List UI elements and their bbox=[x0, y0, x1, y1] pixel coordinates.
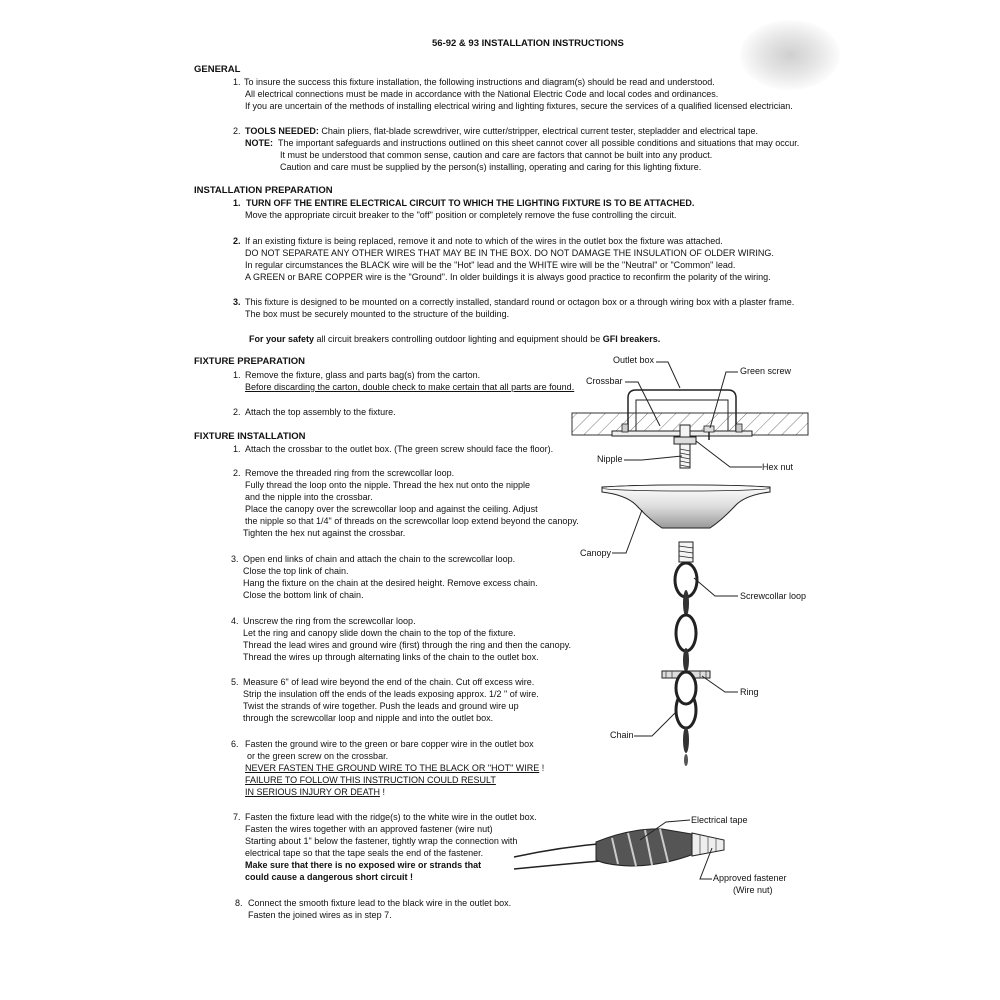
install-item5-line: Twist the strands of wire together. Push the leads and ground wire up bbox=[243, 701, 519, 711]
install-item2-line: the nipple so that 1/4" of threads on the screwcollar loop extend beyond the canopy. bbox=[245, 516, 579, 526]
install-item4-line: Let the ring and canopy slide down the chain to the top of the fixture. bbox=[243, 628, 516, 638]
prep-item1-bold: TURN OFF THE ENTIRE ELECTRICAL CIRCUIT TO WHICH THE LIGHTING FIXTURE IS TO BE ATTACHED. bbox=[246, 198, 695, 208]
prep-item2-line: DO NOT SEPARATE ANY OTHER WIRES THAT MAY BE IN THE BOX. DO NOT DAMAGE THE INSULATION OF OLDER WIRING. bbox=[245, 248, 774, 258]
install-item8-line: Fasten the joined wires as in step 7. bbox=[248, 910, 392, 920]
general-item1-line: If you are uncertain of the methods of installing electrical wiring and lighting fixtures, secure the services of a qualified licensed electrician. bbox=[245, 101, 793, 111]
general-item1-line: To insure the success this fixture installation, the following instructions and diagram(s) should be read and understood. bbox=[244, 77, 715, 87]
screwcollar-loop-shape bbox=[675, 542, 697, 597]
install-item6-num: 6. bbox=[231, 739, 239, 749]
canopy-shape bbox=[602, 485, 770, 528]
label-crossbar: Crossbar bbox=[586, 376, 623, 386]
install-item3-line: Close the bottom link of chain. bbox=[243, 590, 364, 600]
install-item4-line: Thread the wires up through alternating links of the chain to the outlet box. bbox=[243, 652, 539, 662]
install-heading: FIXTURE INSTALLATION bbox=[194, 431, 306, 442]
install-item7-line: Starting about 1" below the fastener, tightly wrap the connection with bbox=[245, 836, 518, 846]
install-item7-bold: could cause a dangerous short circuit ! bbox=[245, 872, 414, 882]
note-line: It must be understood that common sense, caution and care are factors that cannot be built into any product. bbox=[280, 150, 713, 160]
install-item3-line: Hang the fixture on the chain at the desired height. Remove excess chain. bbox=[243, 578, 538, 588]
label-screwcollar-loop: Screwcollar loop bbox=[740, 591, 807, 601]
prep-item3-line: This fixture is designed to be mounted on a correctly installed, standard round or octagon box or a through wiring box with a plaster frame. bbox=[245, 297, 795, 307]
prep-item1-line: Move the appropriate circuit breaker to the "off" position or completely remove the fuse controlling the circuit. bbox=[245, 210, 677, 220]
nipple-shape bbox=[680, 425, 690, 468]
install-item8-line: Connect the smooth fixture lead to the black wire in the outlet box. bbox=[248, 898, 512, 908]
note-line: The important safeguards and instructions outlined on this sheet cannot cover all possible conditions and situations that may occur. bbox=[278, 138, 800, 148]
install-item4-num: 4. bbox=[231, 616, 239, 626]
note-line: Caution and care must be supplied by the person(s) installing, operating and caring for this lighting fixture. bbox=[280, 162, 702, 172]
fixprep-item1-line: Remove the fixture, glass and parts bag(s) from the carton. bbox=[245, 370, 481, 380]
label-ring: Ring bbox=[740, 687, 759, 697]
install-item4-line: Thread the lead wires and ground wire (first) through the ring and then the canopy. bbox=[243, 640, 572, 650]
install-item7-line: Fasten the wires together with an approved fastener (wire nut) bbox=[245, 824, 493, 834]
label-hex-nut: Hex nut bbox=[762, 462, 794, 472]
install-item1-num: 1. bbox=[233, 444, 241, 454]
note-label: NOTE: bbox=[245, 138, 273, 148]
warning-bang: ! bbox=[380, 787, 386, 797]
general-item1-num: 1. bbox=[233, 77, 241, 87]
warning-text: IN SERIOUS INJURY OR DEATH bbox=[245, 787, 381, 797]
install-item3-line: Close the top link of chain. bbox=[243, 566, 349, 576]
label-nipple: Nipple bbox=[597, 454, 623, 464]
install-item1-line: Attach the crossbar to the outlet box. (The green screw should face the floor). bbox=[245, 444, 554, 454]
label-outlet-box: Outlet box bbox=[613, 355, 655, 365]
install-item6-line: Fasten the ground wire to the green or bare copper wire in the outlet box bbox=[245, 739, 534, 749]
prep-item2-num: 2. bbox=[233, 236, 241, 246]
page-title: 56-92 & 93 INSTALLATION INSTRUCTIONS bbox=[432, 38, 624, 49]
install-item2-line: Remove the threaded ring from the screwcollar loop. bbox=[245, 468, 455, 478]
general-item2-num: 2. bbox=[233, 126, 241, 136]
install-item6-line: or the green screw on the crossbar. bbox=[247, 751, 389, 761]
label-green-screw: Green screw bbox=[740, 366, 792, 376]
tools-label: TOOLS NEEDED: bbox=[245, 126, 319, 136]
warning-text: NEVER FASTEN THE GROUND WIRE TO THE BLACK OR "HOT" WIRE bbox=[245, 763, 540, 773]
fixprep-item2-num: 2. bbox=[233, 407, 241, 417]
install-item2-num: 2. bbox=[233, 468, 241, 478]
fixprep-heading: FIXTURE PREPARATION bbox=[194, 356, 306, 367]
install-item8-num: 8. bbox=[235, 898, 243, 908]
general-heading: GENERAL bbox=[194, 64, 241, 75]
install-item2-line: Place the canopy over the screwcollar loop and against the ceiling. Adjust bbox=[245, 504, 538, 514]
prep-item1-num: 1. bbox=[233, 198, 241, 208]
label-chain: Chain bbox=[610, 730, 634, 740]
install-item7-line: Fasten the fixture lead with the ridge(s) to the white wire in the outlet box. bbox=[245, 812, 537, 822]
install-item7-line: electrical tape so that the tape seals the end of the fastener. bbox=[245, 848, 484, 858]
fixprep-item1-num: 1. bbox=[233, 370, 241, 380]
prep-item2-line: In regular circumstances the BLACK wire will be the "Hot" lead and the WHITE wire will be the "Neutral" or "Common" lead. bbox=[245, 260, 736, 270]
prep-item2-line: If an existing fixture is being replaced, remove it and note to which of the wires in the outlet box the fixture was attached. bbox=[245, 236, 723, 246]
hex-nut-shape bbox=[674, 437, 696, 444]
label-canopy: Canopy bbox=[580, 548, 612, 558]
general-item1-line: All electrical connections must be made in accordance with the National Electric Code and local codes and ordinances. bbox=[245, 89, 719, 99]
install-item2-line: Fully thread the loop onto the nipple. Thread the hex nut onto the nipple bbox=[245, 480, 531, 490]
warning-bang: ! bbox=[539, 763, 545, 773]
install-item5-line: Measure 6" of lead wire beyond the end of the chain. Cut off excess wire. bbox=[243, 677, 535, 687]
prep-item3-num: 3. bbox=[233, 297, 241, 307]
tools-text: Chain pliers, flat-blade screwdriver, wire cutter/stripper, electrical current tester, stepladder and electrical tape. bbox=[318, 126, 759, 136]
safety-text: all circuit breakers controlling outdoor lighting and equipment should be bbox=[314, 334, 603, 344]
gfi-bold: GFI breakers. bbox=[602, 334, 661, 344]
install-item5-line: Strip the insulation off the ends of the leads exposing approx. 1/2 " of wire. bbox=[243, 689, 539, 699]
install-item4-line: Unscrew the ring from the screwcollar loop. bbox=[243, 616, 416, 626]
install-item3-num: 3. bbox=[231, 554, 239, 564]
label-electrical-tape: Electrical tape bbox=[691, 815, 748, 825]
install-item3-line: Open end links of chain and attach the chain to the screwcollar loop. bbox=[243, 554, 516, 564]
prep-heading: INSTALLATION PREPARATION bbox=[194, 185, 333, 196]
label-wire-nut: (Wire nut) bbox=[733, 885, 773, 895]
fixprep-item2-line: Attach the top assembly to the fixture. bbox=[245, 407, 396, 417]
install-item2-line: and the nipple into the crossbar. bbox=[245, 492, 373, 502]
wire-nut-shape bbox=[692, 833, 724, 856]
prep-item2-line: A GREEN or BARE COPPER wire is the "Ground". In older buildings it is always good practice to reconfirm the polarity of the wiring. bbox=[245, 272, 771, 282]
electrical-tape-shape bbox=[596, 829, 694, 866]
prep-item3-line: The box must be securely mounted to the structure of the building. bbox=[245, 309, 510, 319]
install-item5-num: 5. bbox=[231, 677, 239, 687]
install-item7-bold: Make sure that there is no exposed wire or strands that bbox=[245, 860, 482, 870]
safety-bold: For your safety bbox=[249, 334, 315, 344]
install-item2-line: Tighten the hex nut against the crossbar. bbox=[243, 528, 406, 538]
label-approved-fastener: Approved fastener bbox=[713, 873, 787, 883]
install-item5-line: through the screwcollar loop and nipple and into the outlet box. bbox=[243, 713, 494, 723]
install-item7-num: 7. bbox=[233, 812, 241, 822]
fixprep-item1-underlined: Before discarding the carton, double check to make certain that all parts are found. bbox=[245, 382, 575, 392]
warning-text: FAILURE TO FOLLOW THIS INSTRUCTION COULD RESULT bbox=[245, 775, 496, 785]
